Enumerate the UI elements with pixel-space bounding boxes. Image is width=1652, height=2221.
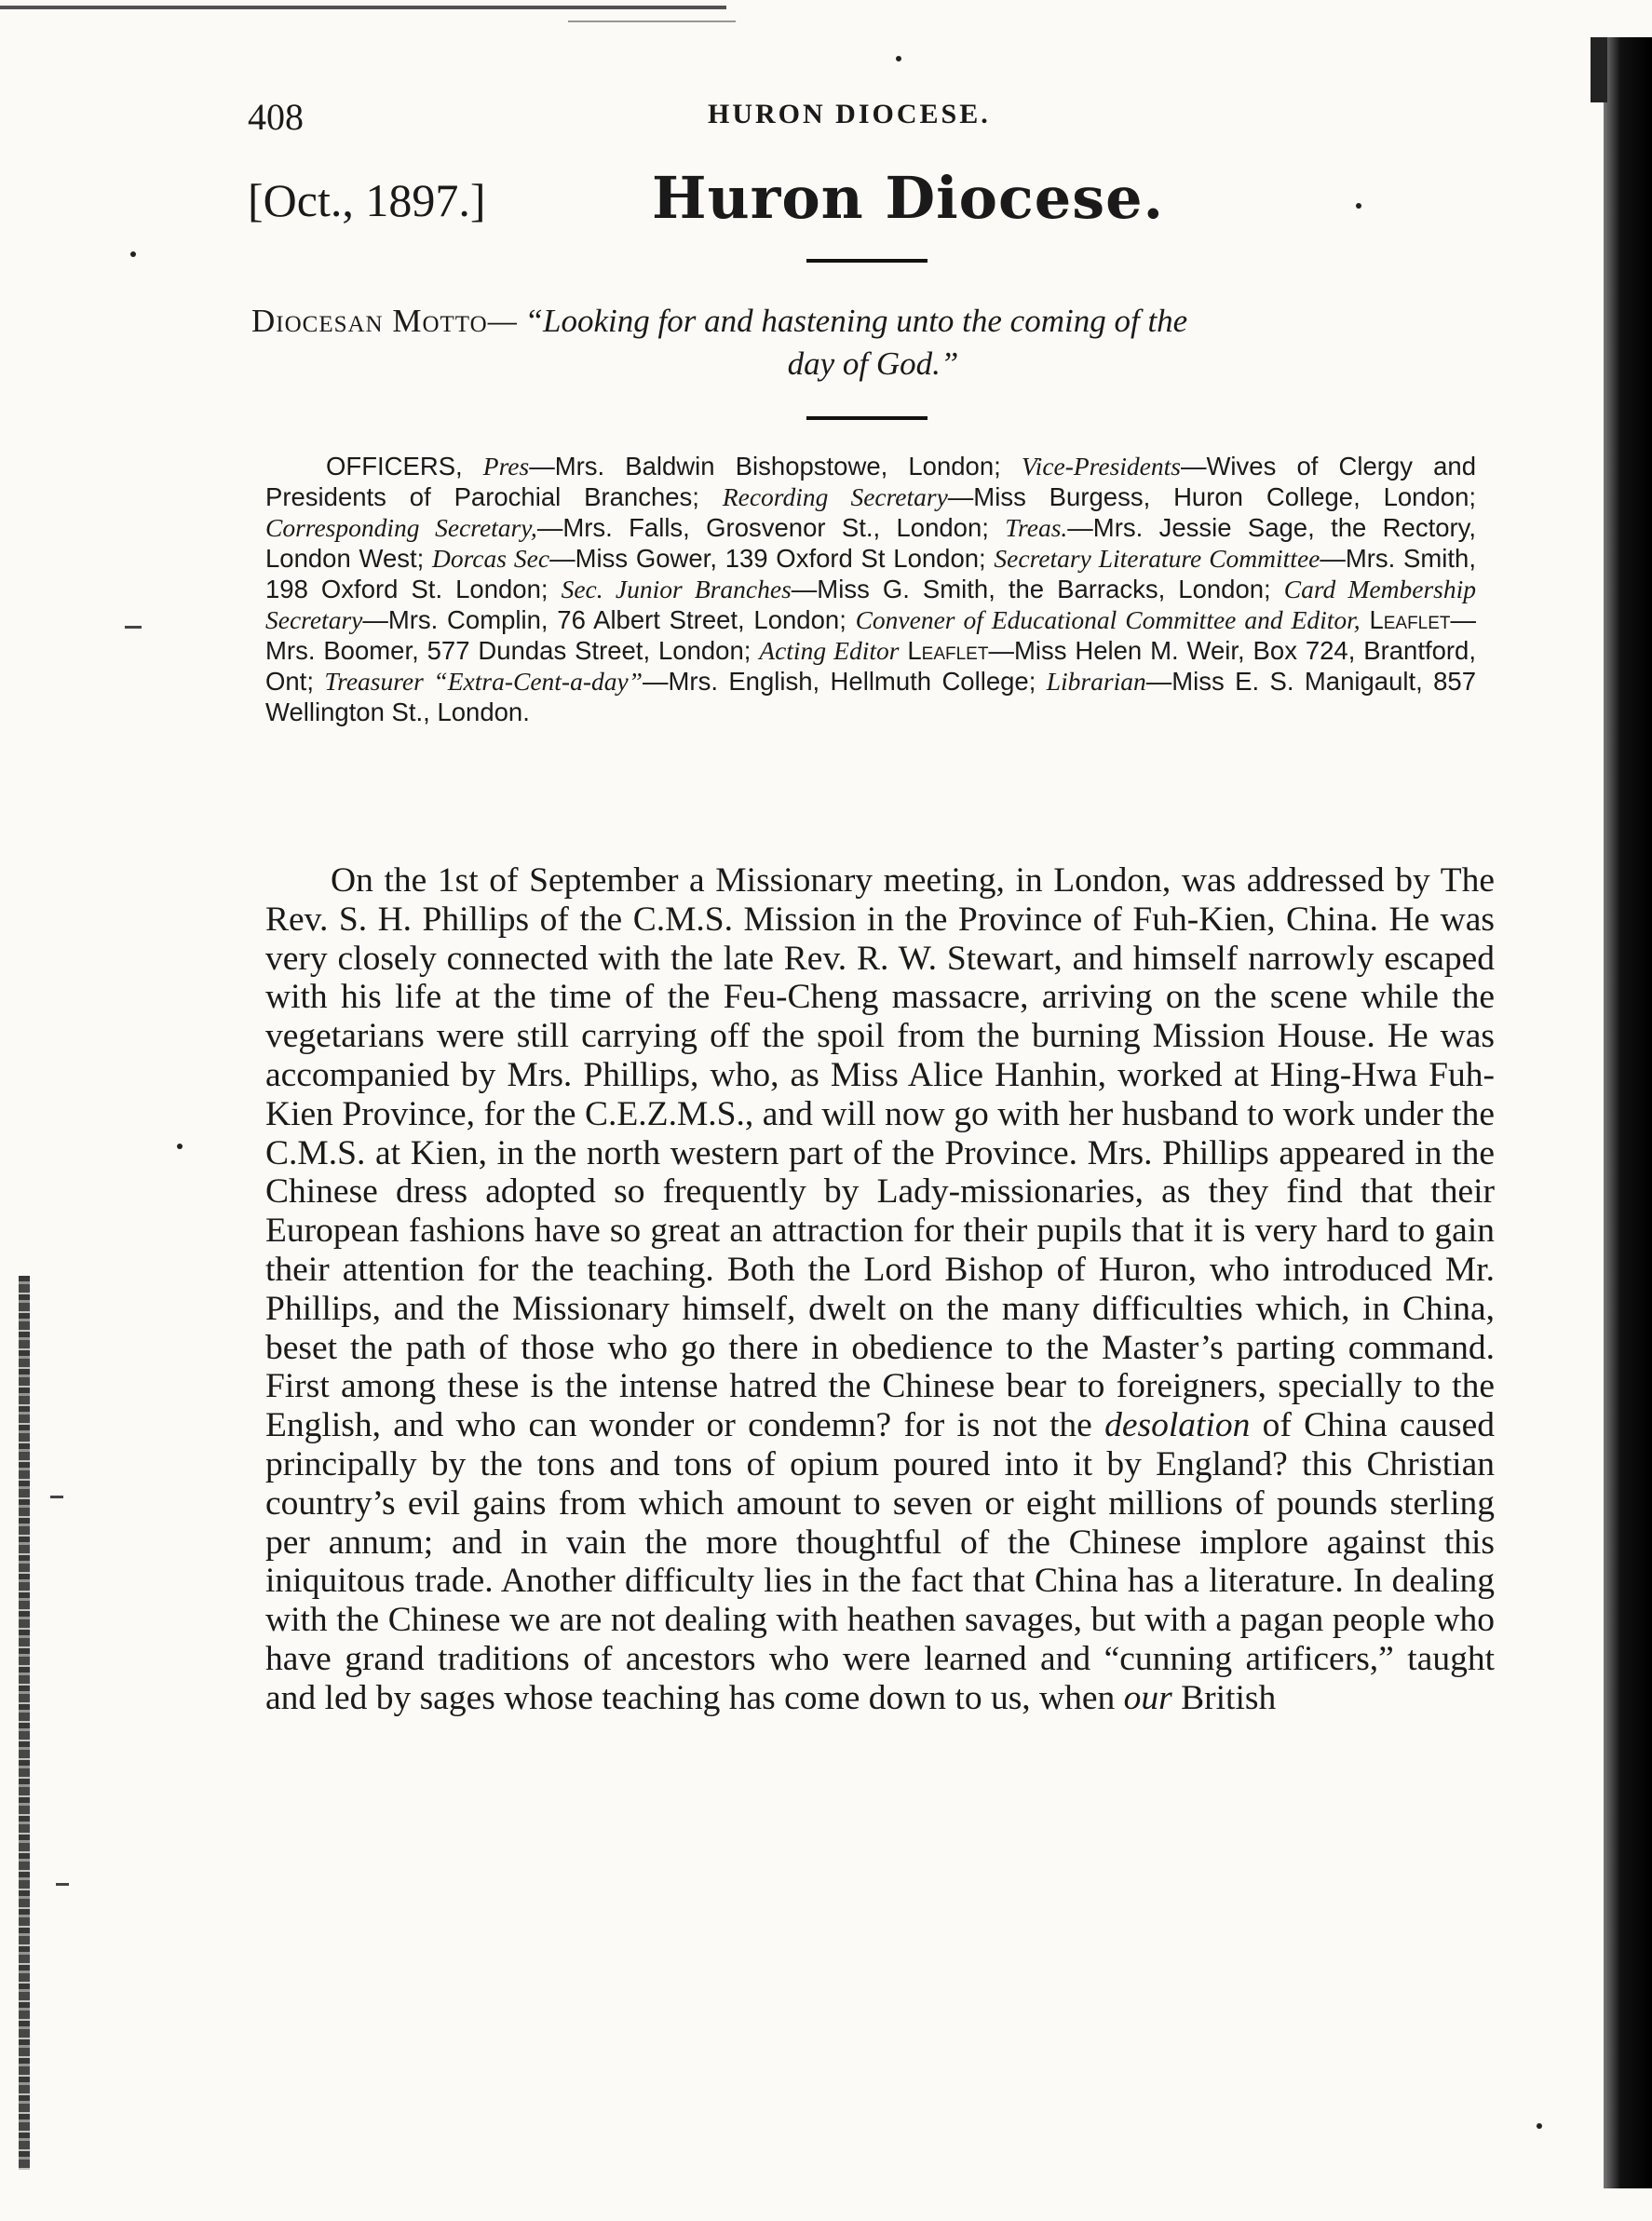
article-body	[265, 861, 1495, 1718]
speck	[1356, 203, 1361, 209]
officer-role: Sec. Junior Branches	[561, 575, 792, 603]
officer-name: —Mrs. Smith, 198 Oxford St. London;	[265, 544, 1476, 603]
officer-role: Convener of Educational Committee and Editor,	[855, 605, 1361, 634]
diocesan-motto	[251, 300, 1495, 386]
motto-label: Diocesan Motto	[251, 303, 488, 339]
page-gutter-shadow	[1604, 37, 1652, 2188]
officer-name: —Wives of Clergy and Presidents of Parochial Branches;	[265, 452, 1476, 511]
officer-name: —Miss Burgess, Huron College, London;	[947, 482, 1477, 511]
officer-role: Card Membership Secretary	[265, 575, 1476, 634]
officer-name: —Mrs. English, Hellmuth College;	[643, 667, 1036, 696]
officer-name: —Mrs. Falls, Grosvenor St., London;	[536, 513, 989, 542]
officer-name: —Miss Gower, 139 Oxford St London;	[549, 544, 986, 573]
leaflet-label: Leaflet	[1369, 605, 1451, 634]
officer-role: Vice-Presidents	[1021, 452, 1181, 481]
officer-name: —Miss Helen M. Weir, Box 724, Brantford, Ont;	[265, 636, 1476, 696]
paragraph-text: British	[1181, 1678, 1277, 1717]
officer-name: —Miss G. Smith, the Barracks, London;	[791, 575, 1271, 603]
officer-name: —Mrs. Complin, 76 Albert Street, London;	[362, 605, 846, 634]
speck	[130, 251, 136, 257]
issue-date: [Oct., 1897.]	[248, 174, 486, 226]
officer-role: Secretary Literature Committee	[994, 544, 1320, 573]
speck	[56, 1883, 69, 1886]
scan-edge-line	[568, 20, 736, 22]
officer-role: Dorcas Sec	[432, 544, 550, 573]
officers-list	[265, 451, 1476, 727]
page-gutter-shadow	[1591, 37, 1607, 102]
section-divider	[806, 416, 928, 420]
emphasis: desolation	[1104, 1406, 1251, 1445]
officer-role: Treasurer “Extra-Cent-a-day”	[324, 667, 643, 696]
officer-name: —Mrs. Jessie Sage, the Rectory, London West;	[265, 513, 1477, 573]
officer-name: —Mrs. Boomer, 577 Dundas Street, London;	[265, 605, 1477, 665]
officer-name: —Mrs. Baldwin Bishopstowe, London;	[529, 452, 1001, 481]
paragraph-text: On the 1st of September a Missionary meeting, in London, was addressed by The Rev. S. H. Phillips of the C.M.S. Mission in the Province of Fuh-Kien, China. He was very closely connected with the late Rev. R. W. Stewart, and himself narrowly escaped with his life at the time of the Feu-Cheng massacre, arriving on the scene while the vegetarians were still carrying off the spoil from the burning Mission House. He was accompanied by Mrs. Phillips, who, as Miss Alice Hanhin, worked at Hing-Hwa Fuh-Kien Province, for the C.E.Z.M.S., and will now go with her husband to work under the C.M.S. at Kien, in the north western part of the Province. Mrs. Phillips appeared in the Chinese dress adopted so frequently by Lady-missionaries, as they find that their European fashions have so great an attraction for their pupils that it is very hard to gain their attention for the teaching. Both the Lord Bishop of Huron, who introduced Mr. Phillips, and the Missionary himself, dwelt on the many difficulties which, in China, beset the path of those who go there in obedience to the Master’s parting command. First among these is the intense hatred the Chinese bear to foreigners, specially to the English, and who can wonder or condemn? for is not the	[265, 861, 1495, 1445]
page-number: 408	[248, 96, 304, 138]
leaflet-label: Leaflet	[907, 636, 989, 665]
speck	[50, 1496, 63, 1498]
speck	[125, 626, 142, 629]
section-divider	[806, 259, 928, 263]
officer-role: Acting Editor	[759, 636, 900, 665]
officer-role: Pres	[482, 452, 530, 481]
scan-edge-line	[0, 6, 726, 9]
binding-edge	[19, 1276, 30, 2170]
emphasis: our	[1123, 1678, 1172, 1717]
running-head: HURON DIOCESE.	[708, 99, 991, 129]
page-title: Huron Diocese.	[652, 164, 1165, 232]
officer-role: Librarian	[1046, 667, 1146, 696]
officer-role: Corresponding Secretary,	[265, 513, 537, 542]
speck	[1537, 2123, 1542, 2129]
paragraph-text: of China caused principally by the tons and tons of opium poured into it by England? this Christian country’s evil gains from which amount to seven or eight millions of pounds sterling per annum; and in vain the more thoughtful of the Chinese implore against this iniquitous trade. Another difficulty lies in the fact that China has a literature. In dealing with the Chinese we are not dealing with heathen savages, but with a pagan people who have grand traditions of ancestors who were learned and “cunning artificers,” taught and led by sages whose teaching has come down to us, when	[265, 1406, 1496, 1717]
officer-role: Treas.	[1005, 513, 1068, 542]
officer-name: —Miss E. S. Manigault, 857 Wellington St., London.	[265, 667, 1477, 726]
motto-quote-end: day of God.”	[787, 345, 959, 382]
motto-quote: — “Looking for and hastening unto the coming of the	[487, 303, 1188, 339]
speck	[896, 56, 901, 61]
officer-role: Recording Secretary	[722, 482, 948, 511]
speck	[177, 1144, 183, 1149]
officers-lead: OFFICERS,	[326, 452, 463, 481]
